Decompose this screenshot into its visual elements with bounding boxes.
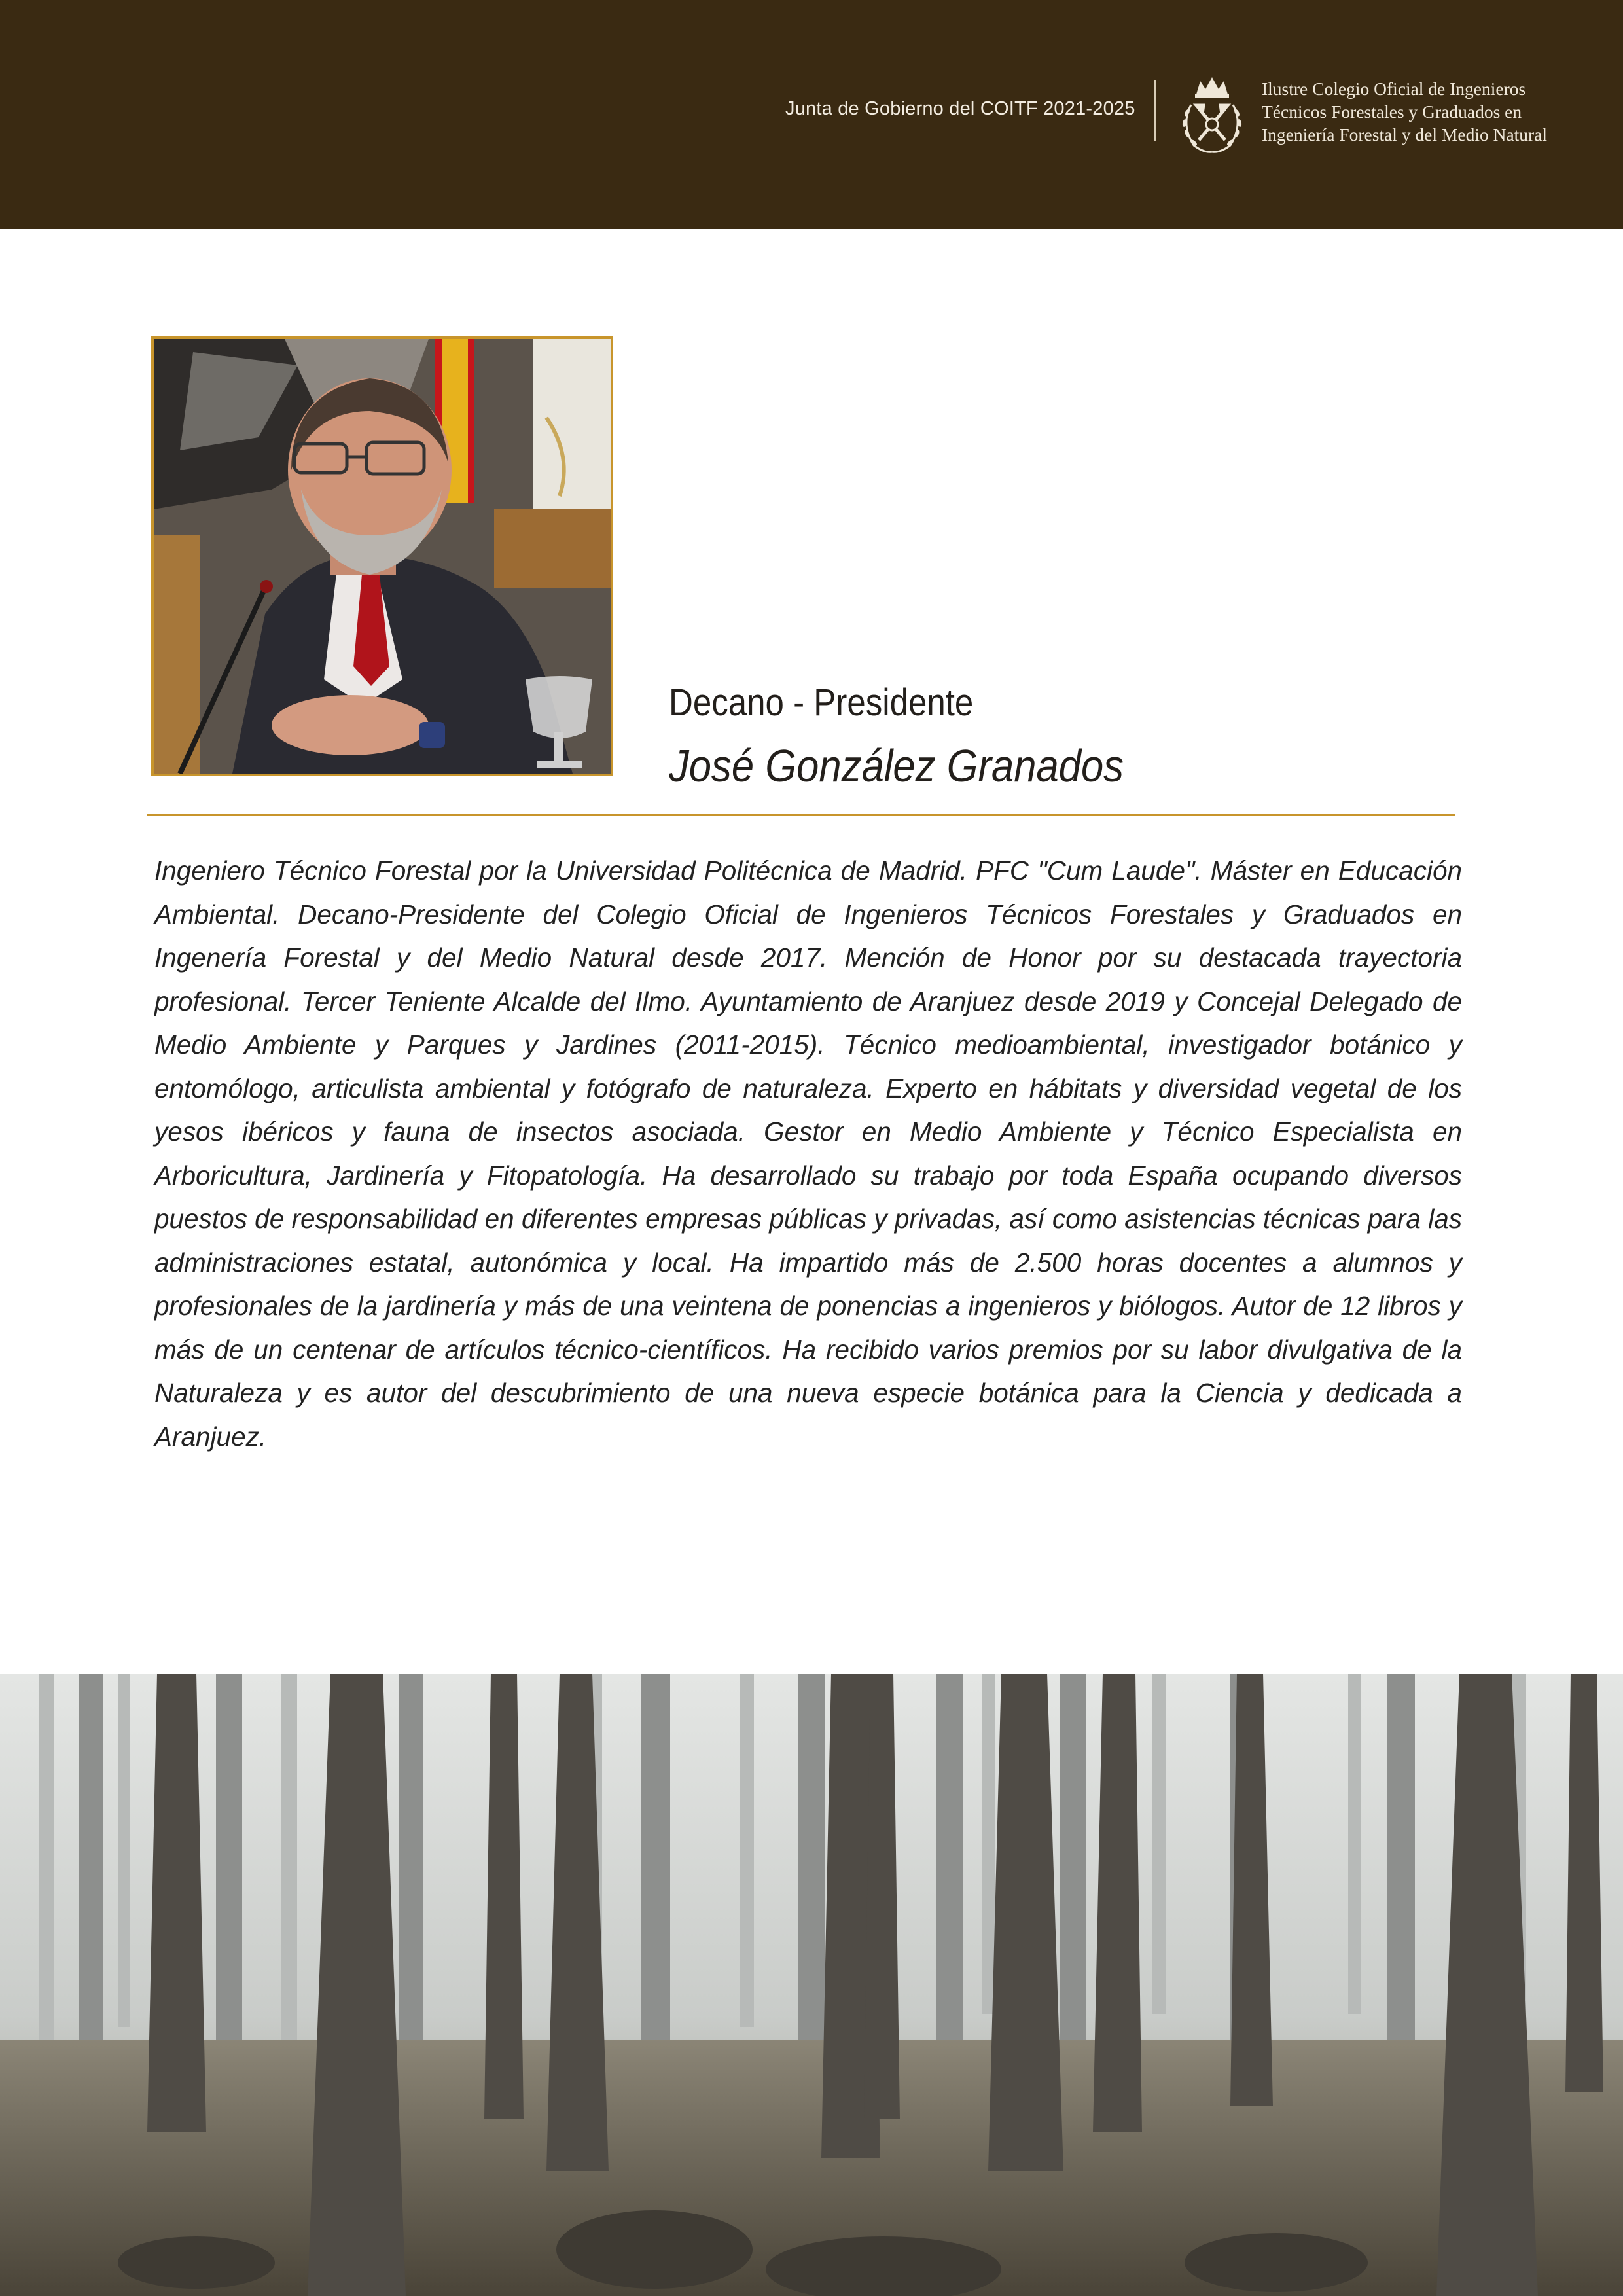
college-crest-icon xyxy=(1171,72,1253,156)
header-divider xyxy=(1154,80,1156,141)
forest-photo xyxy=(0,1674,1623,2296)
college-name xyxy=(1262,77,1602,146)
board-label: Junta de Gobierno del COITF 2021-2025 xyxy=(785,98,1135,119)
portrait-photo xyxy=(151,336,613,776)
college-name-line: Ingeniería Forestal y del Medio Natural xyxy=(1262,124,1548,145)
college-name-line: Técnicos Forestales y Graduados en xyxy=(1262,101,1522,122)
profile-role: Decano - Presidente xyxy=(669,681,974,724)
section-divider xyxy=(147,814,1455,816)
page-header xyxy=(0,0,1623,229)
profile-biography: Ingeniero Técnico Forestal por la Universidad Politécnica de Madrid. PFC "Cum Laude". Máster en Educación Ambiental. Decano-Presidente del Colegio Oficial de Ingenieros Técnicos Forestales y Graduados en Ingenería Forestal y del Medio Natural desde 2017. Mención de Honor por su destacada trayectoria profesional. Tercer Teniente Alcalde del Ilmo. Ayuntamiento de Aranjuez desde 2019 y Concejal Delegado de Medio Ambiente y Parques y Jardines (2011-2015). Técnico medioambiental, investigador botánico y entomólogo, articulista ambiental y fotógrafo de naturaleza. Experto en hábitats y diversidad vegetal de los yesos ibéricos y fauna de insectos asociada. Gestor en Medio Ambiente y Técnico Especialista en Arboricultura, Jardinería y Fitopatología. Ha desarrollado su trabajo por toda España ocupando diversos puestos de responsabilidad en diferentes empresas públicas y privadas, así como asistencias técnicas para las administraciones estatal, autonómica y local. Ha impartido más de 2.500 horas docentes a alumnos y profesionales de la jardinería y más de una veintena de ponencias a ingenieros y biólogos. Autor de 12 libros y más de un centenar de artículos técnico-científicos. Ha recibido varios premios por su labor divulgativa de la Naturaleza y es autor del descubrimiento de una nueva especie botánica para la Ciencia y dedicada a Aranjuez. xyxy=(154,855,1462,1452)
college-name-line: Ilustre Colegio Oficial de Ingenieros xyxy=(1262,79,1526,99)
profile-name: José González Granados xyxy=(669,740,1124,791)
